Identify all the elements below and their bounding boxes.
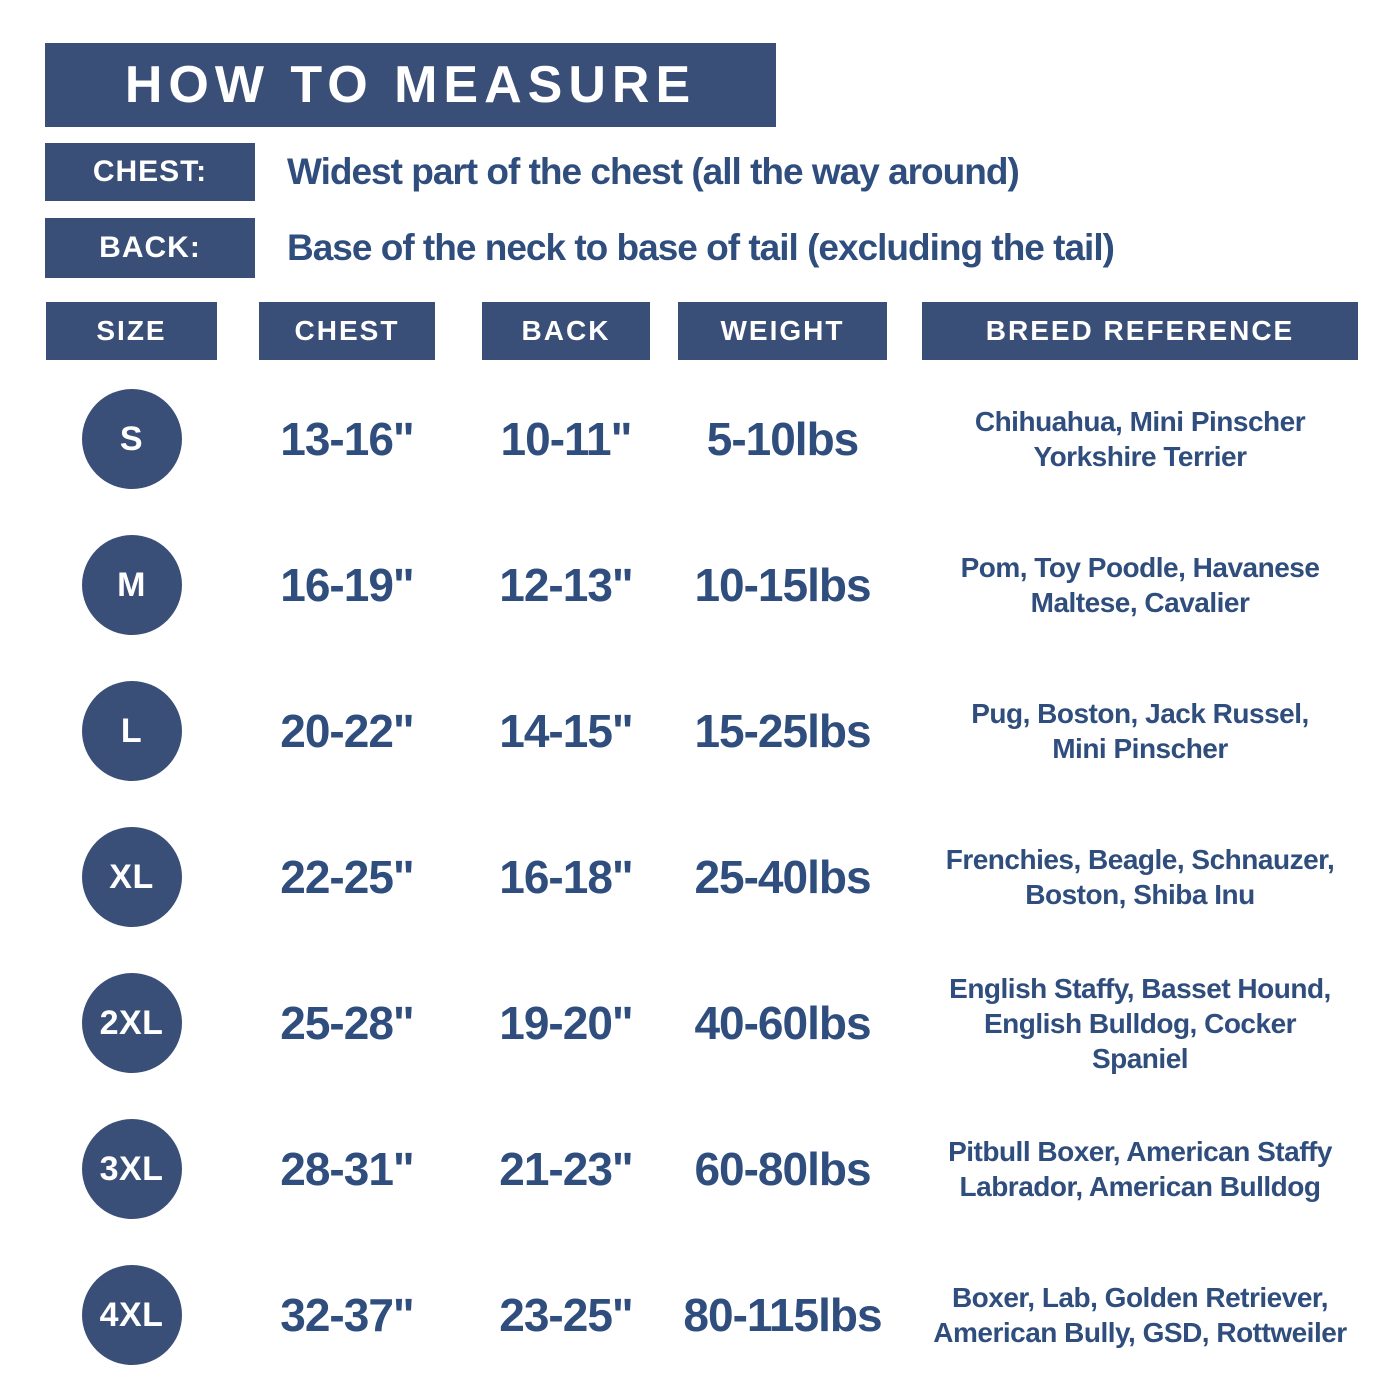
back-value: 23-25" [499,1289,633,1341]
table-row-m [46,512,1358,658]
size-cell [46,389,217,489]
breed-line: Labrador, American Bulldog [959,1171,1321,1202]
chest-instruction-text: Widest part of the chest (all the way around) [287,151,1019,192]
breed-line: Chihuahua, Mini Pinscher [974,406,1306,437]
breed-reference [922,404,1358,474]
breed-line: Pitbull Boxer, American Staffy [948,1136,1332,1167]
size-badge-label: XL [109,857,154,896]
breed-line: Maltese, Cavalier [1030,587,1250,618]
weight-value: 25-40lbs [694,851,871,903]
breed-line: American Bully, GSD, Rottweiler [933,1317,1347,1348]
breed-line: English Bulldog, Cocker [983,1007,1297,1039]
breed-reference [922,550,1358,620]
chest-value: 13-16" [280,413,414,465]
breed-reference [922,1280,1358,1350]
size-cell [46,681,217,781]
size-cell [46,535,217,635]
chest-value: 25-28" [280,997,414,1049]
size-cell [46,1265,217,1365]
back-value: 21-23" [499,1143,633,1195]
size-badge-label: 4XL [99,1295,164,1334]
table-row-xl [46,804,1358,950]
breed-line: Pom, Toy Poodle, Havanese [960,552,1320,583]
back-value: 19-20" [499,997,633,1049]
back-value: 10-11" [500,413,632,465]
back-instruction-text: Base of the neck to base of tail (excluding the tail) [287,227,1114,268]
weight-value: 60-80lbs [694,1143,871,1195]
size-badge-label: M [117,565,146,604]
size-table-body [46,366,1358,1388]
size-badge [82,973,182,1073]
chest-value: 22-25" [280,851,414,903]
table-row-2xl [46,950,1358,1096]
size-badge [82,827,182,927]
chest-value: 32-37" [280,1289,414,1341]
table-row-l [46,658,1358,804]
breed-line: English Staffy, Basset Hound, [949,972,1331,1004]
size-cell [46,827,217,927]
breed-line: Boston, Shiba Inu [1025,879,1255,910]
back-value: 12-13" [499,559,633,611]
size-badge-label: L [120,711,143,750]
back-value: 16-18" [499,851,633,903]
column-header-chest: CHEST [259,302,435,360]
breed-reference [922,1134,1358,1204]
back-label-badge [45,218,255,278]
table-row-s [46,366,1358,512]
weight-value: 15-25lbs [694,705,871,757]
table-row-3xl [46,1096,1358,1242]
breed-line: Spaniel [1091,1042,1189,1074]
chest-label-badge [45,143,255,201]
back-value: 14-15" [499,705,633,757]
size-badge-label: 3XL [99,1149,164,1188]
size-badge-label: S [119,419,144,458]
weight-value: 5-10lbs [706,413,859,465]
chest-value: 20-22" [280,705,414,757]
table-header-row [46,302,1358,360]
breed-line: Frenchies, Beagle, Schnauzer, [945,844,1335,875]
column-header-size: SIZE [46,302,217,360]
size-badge [82,535,182,635]
size-cell [46,973,217,1073]
weight-value: 40-60lbs [694,997,871,1049]
size-badge [82,389,182,489]
weight-value: 10-15lbs [694,559,871,611]
back-label: BACK: [99,231,201,264]
column-header-back: BACK [482,302,650,360]
column-header-weight: WEIGHT [678,302,887,360]
chest-value: 28-31" [280,1143,414,1195]
size-badge [82,1119,182,1219]
chest-value: 16-19" [280,559,414,611]
size-badge [82,681,182,781]
breed-line: Mini Pinscher [1052,733,1228,764]
table-row-4xl [46,1242,1358,1388]
column-header-breed-reference: BREED REFERENCE [922,302,1358,360]
size-badge [82,1265,182,1365]
chest-label: CHEST: [92,155,208,188]
size-badge-label: 2XL [99,1003,164,1042]
how-to-measure-banner [45,43,776,127]
weight-value: 80-115lbs [683,1289,882,1341]
breed-reference [922,842,1358,912]
size-cell [46,1119,217,1219]
breed-reference [922,696,1358,766]
breed-reference [922,971,1358,1076]
breed-line: Yorkshire Terrier [1033,441,1247,472]
breed-line: Boxer, Lab, Golden Retriever, [951,1282,1329,1313]
page-title: HOW TO MEASURE [124,56,697,114]
breed-line: Pug, Boston, Jack Russel, [971,698,1309,729]
